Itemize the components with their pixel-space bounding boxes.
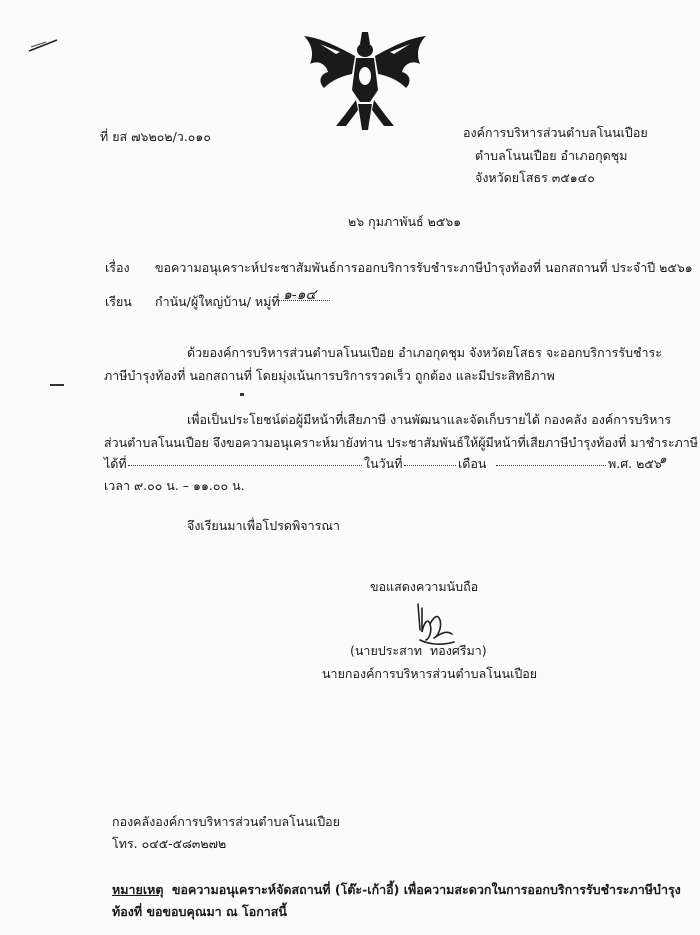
paragraph-1-line-1: ด้วยองค์การบริหารส่วนตำบลโนนเปือย อำเภอกุดชุม จังหวัดยโสธร จะออกบริการรับชำระ [187,345,662,360]
month-dotted-line [496,455,606,466]
scan-dash-mark [50,384,64,390]
closing-request: จึงเรียนมาเพื่อโปรดพิจารณา [187,518,340,533]
paragraph-2-line-2: ส่วนตำบลโนนเปือย จึงขอความอนุเคราะห์มายังท่าน ประชาสัมพันธ์ให้ผู้มีหน้าที่เสียภาษีบำรุงท้องที่ มาชำระภาษี [104,435,699,450]
signer-name-close: ทองศรีมา) [430,643,487,658]
place-label: ได้ที่ [104,456,127,471]
paragraph-2-line-1: เพื่อเป็นประโยชน์ต่อผู้มีหน้าที่เสียภาษี งานพัฒนาและจัดเก็บรายได้ กองคลัง องค์การบริหาร [187,412,672,427]
day-dotted-line [404,455,456,466]
address-line-1: ตำบลโนนเปือย อำเภอกุดชุม [475,148,628,163]
paragraph-1-line-2: ภาษีบำรุงท้องที่ นอกสถานที่ โดยมุ่งเน้นการบริการรวดเร็ว ถูกต้อง และมีประสิทธิภาพ [104,368,555,383]
subject-text: ขอความอนุเคราะห์ประชาสัมพันธ์การออกบริการรับชำระภาษีบำรุงท้องที่ นอกสถานที่ ประจำปี ๒๕๖๑ [155,260,693,275]
signer-name-open: (นายประสาท [350,643,423,658]
service-time: เวลา ๙.๐๐ น. – ๑๑.๐๐ น. [104,478,245,493]
note-line-2: ท้องที่ ขอขอบคุณมา ณ โอกาสนี้ [112,904,287,919]
year-label: พ.ศ. ๒๕๖ [608,456,662,471]
garuda-emblem-icon [300,30,430,135]
signer-position: นายกองค์การบริหารส่วนตำบลโนนเปือย [322,666,538,681]
address-line-2: จังหวัดยโสธร ๓๕๑๔๐ [475,170,595,185]
letter-date: ๒๖ กุมภาพันธ์ ๒๕๖๑ [348,214,462,229]
recipient-text: กำนัน/ผู้ใหญ่บ้าน/ หมู่ที่ [155,294,280,309]
footer-department: กองคลังองค์การบริหารส่วนตำบลโนนเปือย [112,814,340,829]
regards-text: ขอแสดงความนับถือ [370,579,479,594]
month-label: เดือน [458,456,487,471]
subject-label: เรื่อง [105,260,130,275]
organization-name: องค์การบริหารส่วนตำบลโนนเปือย [463,125,648,140]
day-label: ในวันที่ [364,456,403,471]
footer-phone: โทร. ๐๔๕-๕๘๓๒๗๒ [112,836,227,851]
year-handwritten-digit: ๑ [659,452,667,466]
place-dotted-line [128,455,362,466]
recipient-dotted-line [278,290,330,301]
reference-number: ที่ ยส ๗๖๒๐๒/ว.๐๑๐ [100,129,211,144]
recipient-label: เรียน [105,294,132,309]
note-line-1: ขอความอนุเคราะห์จัดสถานที่ (โต๊ะ-เก้าอี้) เพื่อความสะดวกในการออกบริการรับชำระภาษีบำรุง [172,882,681,897]
scan-dot-mark [240,393,244,396]
recipient-handwritten-villages: ๑-๑๔ [283,287,317,303]
pen-stroke-mark [28,38,58,52]
note-label: หมายเหตุ [112,882,164,897]
